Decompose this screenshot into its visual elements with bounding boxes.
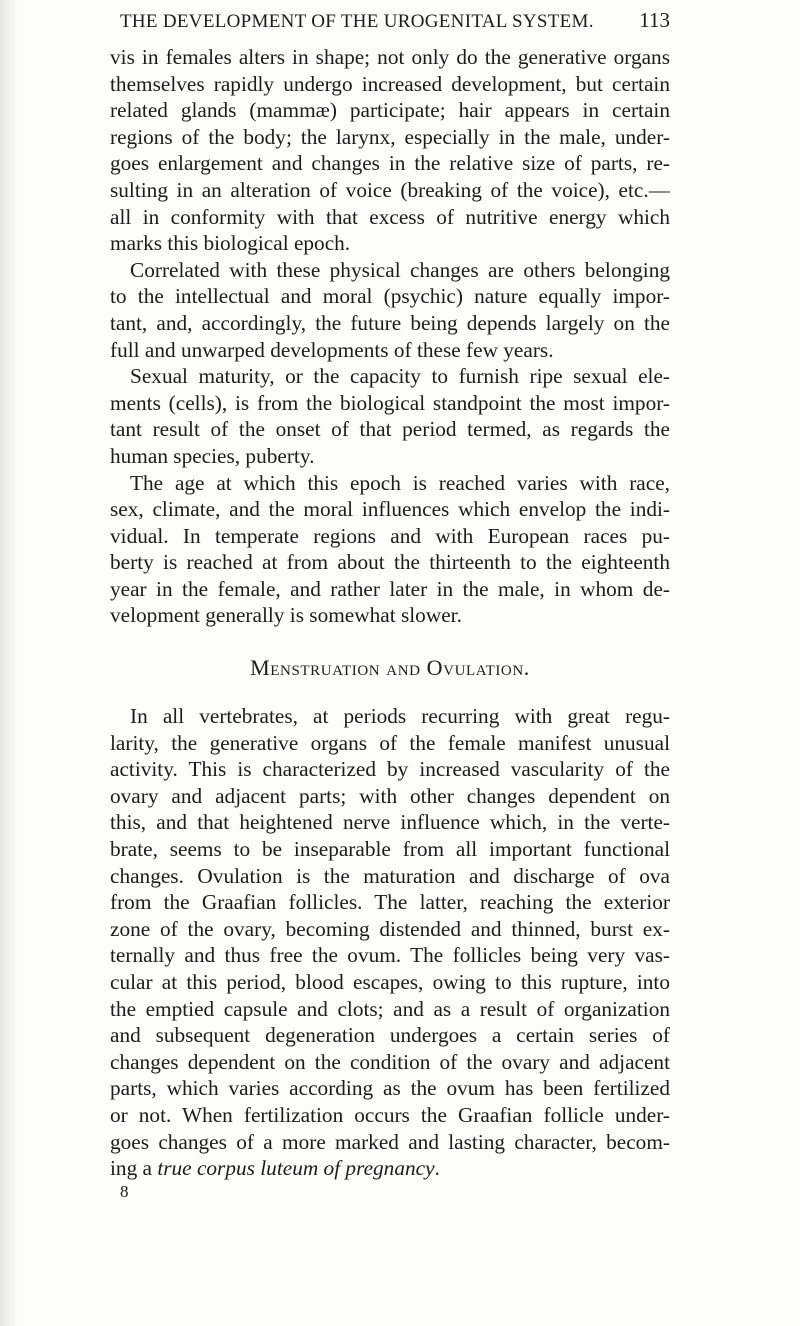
text-line: or not. When fertilization occurs the Graafian follicle under- <box>110 1102 670 1127</box>
page-header <box>110 8 670 33</box>
text-line: human species, puberty. <box>110 443 315 468</box>
text-line-final <box>110 1155 670 1182</box>
text-line: Correlated with these physical changes are others belonging <box>130 257 670 282</box>
text-line: sex, climate, and the moral influences which envelop the indi- <box>110 497 670 522</box>
text-line: themselves rapidly undergo increased development, but certain <box>110 71 670 96</box>
paragraph-3 <box>110 363 670 469</box>
text-line: larity, the generative organs of the female manifest unusual <box>110 730 670 755</box>
text-line: regions of the body; the larynx, especially in the male, under- <box>110 124 670 149</box>
text-line: and subsequent degeneration undergoes a certain series of <box>110 1023 670 1048</box>
text-line: full and unwarped developments of these few years. <box>110 337 554 362</box>
text-line: berty is reached at from about the thirteenth to the eighteenth <box>110 550 670 575</box>
text-line: sulting in an alteration of voice (breaking of the voice), etc.— <box>110 177 670 202</box>
text-line: this, and that heightened nerve influence which, in the verte- <box>110 810 670 835</box>
text-line: goes changes of a more marked and lasting character, becom- <box>110 1129 670 1154</box>
section-paragraph <box>110 703 670 1182</box>
text-line: tant, and, accordingly, the future being depends largely on the <box>110 310 670 335</box>
signature-mark: 8 <box>120 1181 129 1201</box>
paragraph-4 <box>110 470 670 630</box>
text-line: The age at which this epoch is reached varies with race, <box>130 470 670 495</box>
text-line: from the Graafian follicles. The latter, reaching the exterior <box>110 890 670 915</box>
text-line: vidual. In temperate regions and with European races pu- <box>110 523 670 548</box>
running-head: THE DEVELOPMENT OF THE UROGENITAL SYSTEM. <box>120 11 594 32</box>
text-line: to the intellectual and moral (psychic) nature equally impor- <box>110 284 670 309</box>
italic-term: true corpus luteum of pregnancy <box>157 1156 435 1181</box>
text-line: tant result of the onset of that period termed, as regards the <box>110 417 670 442</box>
text-line: parts, which varies according as the ovum has been fertilized <box>110 1076 670 1101</box>
final-line-prefix: ing a <box>110 1156 158 1181</box>
text-line: ternally and thus free the ovum. The follicles being very vas- <box>110 943 670 968</box>
text-line: vis in females alters in shape; not only do the generative organs <box>110 45 670 69</box>
section-heading: Menstruation and Ovulation. <box>250 655 530 681</box>
text-line: velopment generally is somewhat slower. <box>110 603 462 628</box>
text-line: zone of the ovary, becoming distended and thinned, burst ex- <box>110 916 670 941</box>
text-line: changes dependent on the condition of the ovary and adjacent <box>110 1049 670 1074</box>
text-line: all in conformity with that excess of nutritive energy which <box>110 204 670 229</box>
text-line: the emptied capsule and clots; and as a result of organization <box>110 996 670 1021</box>
text-line: brate, seems to be inseparable from all important functional <box>110 837 670 862</box>
text-line: marks this biological epoch. <box>110 231 351 256</box>
text-line: In all vertebrates, at periods recurring with great regu- <box>130 704 670 729</box>
text-line: related glands (mammæ) participate; hair appears in certain <box>110 98 670 123</box>
text-line: ments (cells), is from the biological standpoint the most impor- <box>110 390 670 415</box>
text-line: year in the female, and rather later in the male, in whom de- <box>110 576 670 601</box>
text-line: changes. Ovulation is the maturation and discharge of ova <box>110 863 670 888</box>
text-line: Sexual maturity, or the capacity to furnish ripe sexual ele- <box>130 364 670 389</box>
text-line: activity. This is characterized by increased vascularity of the <box>110 757 670 782</box>
paragraph-2 <box>110 257 670 363</box>
paragraph-1 <box>110 44 670 257</box>
page-number: 113 <box>639 8 670 32</box>
text-line: ovary and adjacent parts; with other changes dependent on <box>110 783 670 808</box>
text-line: cular at this period, blood escapes, owing to this rupture, into <box>110 970 670 994</box>
final-line-suffix: . <box>434 1156 440 1181</box>
body-text <box>110 44 670 1202</box>
text-line: goes enlargement and changes in the relative size of parts, re- <box>110 151 670 176</box>
